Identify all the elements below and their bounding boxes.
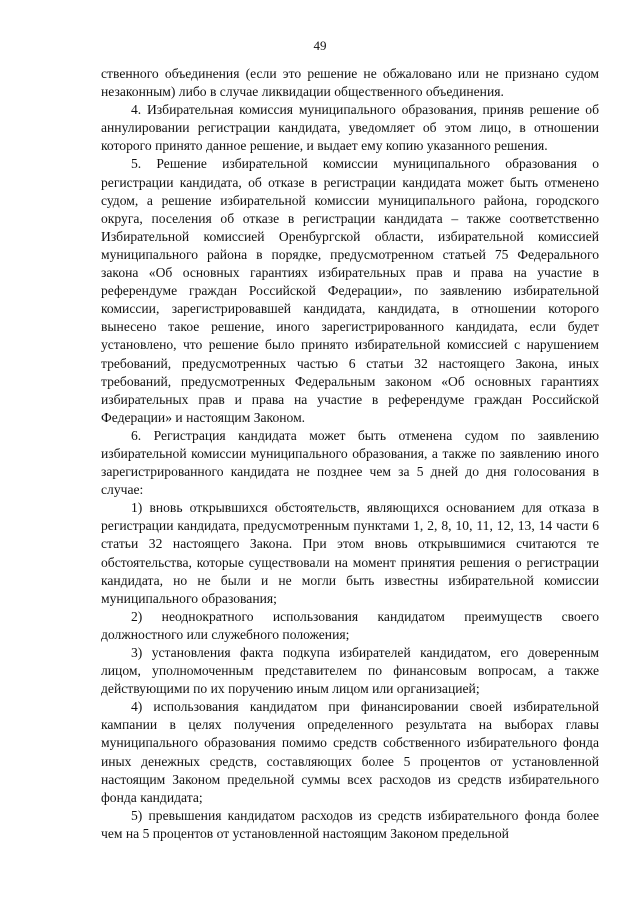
paragraph-item-6: 6. Регистрация кандидата может быть отменена судом по заявлению избирательной комиссии муниципального образования, а также по заявлению иного зарегистрированного кандидата не позднее чем за 5 дней до дня голосования в случае:	[101, 427, 599, 498]
document-body	[101, 65, 599, 843]
paragraph-item-4: 4. Избирательная комиссия муниципального образования, приняв решение об аннулировании регистрации кандидата, уведомляет об этом лицо, в отношении которого принято данное решение, и выдает ему копию указанного решения.	[101, 102, 599, 154]
paragraph-subitem-2: 2) неоднократного использования кандидатом преимуществ своего должностного или служебного положения;	[101, 608, 599, 642]
paragraph-subitem-5: 5) превышения кандидатом расходов из средств избирательного фонда более чем на 5 процентов от установленной настоящим Законом предельной	[101, 807, 599, 841]
paragraph-subitem-4: 4) использования кандидатом при финансировании своей избирательной кампании в целях получения определенного результата на выборах главы муниципального образования помимо средств собственного избирательного фонда иных денежных средств, составляющих более 5 процентов от установленной настоящим Законом предельной суммы всех расходов из средств избирательного фонда кандидата;	[101, 699, 599, 805]
paragraph-continuation: ственного объединения (если это решение не обжаловано или не признано судом незаконным) либо в случае ликвидации общественного объединения.	[101, 66, 599, 100]
page-number: 49	[313, 38, 327, 53]
paragraph-subitem-1: 1) вновь открывшихся обстоятельств, являющихся основанием для отказа в регистрации кандидата, предусмотренным пунктами 1, 2, 8, 10, 11, 12, 13, 14 части 6 статьи 32 настоящего Закона. При этом вновь открывшимися считаются те обстоятельства, которые существовали на момент принятия решения о регистрации кандидата, но не были и не могли быть известны избирательной комиссии муниципального образования;	[101, 500, 599, 606]
paragraph-subitem-3: 3) установления факта подкупа избирателей кандидатом, его доверенным лицом, уполномоченным представителем по финансовым вопросам, а также действующими по их поручению иным лицом или организацией;	[101, 645, 599, 697]
paragraph-item-5: 5. Решение избирательной комиссии муниципального образования о регистрации кандидата, об отказе в регистрации кандидата может быть отменено судом, а решение избирательной комиссии муниципального района, городского округа, поселения об отказе в регистрации кандидата – также соответственно Избирательной комиссией Оренбургской области, избирательной комиссией муниципального района в порядке, предусмотренном статьей 75 Федерального закона «Об основных гарантиях избирательных прав и права на участие в референдуме граждан Российской Федерации», по заявлению избирательной комиссии, зарегистрировавшей кандидата, кандидата, в отношении которого вынесено такое решение, иного зарегистрированного кандидата, если будет установлено, что решение было принято избирательной комиссией с нарушением требований, предусмотренных частью 6 статьи 32 настоящего Закона, иных требований, предусмотренных Федеральным законом «Об основных гарантиях избирательных прав и права на участие в референдуме граждан Российской Федерации» и настоящим Законом.	[101, 156, 599, 425]
